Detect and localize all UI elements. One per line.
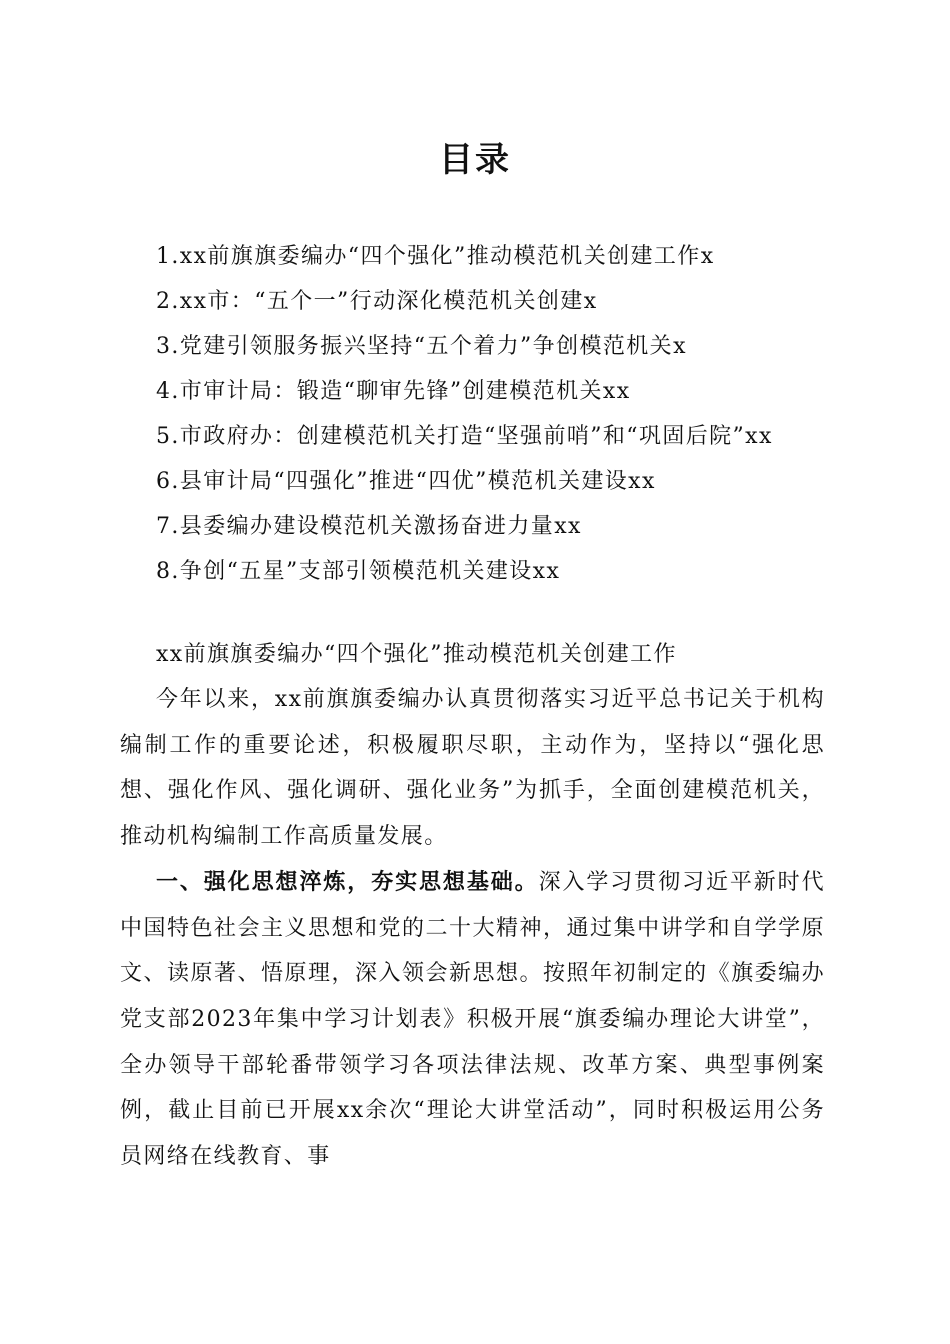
toc-item: 2.xx市：“五个一”行动深化模范机关创建x	[156, 289, 598, 314]
table-of-contents	[120, 234, 825, 594]
section-heading: 一、强化思想淬炼，夯实思想基础。	[156, 868, 539, 895]
article-body	[120, 677, 825, 1180]
intro-paragraph: 今年以来，xx前旗旗委编办认真贯彻落实习近平总书记关于机构编制工作的重要论述，积极履职尽职，主动作为，坚持以“强化思想、强化作风、强化调研、强化业务”为抓手，全面创建模范机关，推动机构编制工作高质量发展。	[120, 687, 825, 850]
section-body: 深入学习贯彻习近平新时代中国特色社会主义思想和党的二十大精神，通过集中讲学和自学学原文、读原著、悟原理，深入领会新思想。按照年初制定的《旗委编办党支部2023年集中学习计划表》积极开展“旗委编办理论大讲堂”，全办领导干部轮番带领学习各项法律法规、改革方案、典型事例案例，截止目前已开展xx余次“理论大讲堂活动”，同时积极运用公务员网络在线教育、事	[120, 869, 825, 1170]
article-title: xx前旗旗委编办“四个强化”推动模范机关创建工作	[156, 642, 677, 667]
toc-item: 8.争创“五星”支部引领模范机关建设xx	[156, 559, 561, 584]
section-paragraph	[120, 860, 825, 1180]
page-title: 目录	[439, 140, 511, 180]
toc-item: 4.市审计局：锻造“聊审先锋”创建模范机关xx	[156, 379, 631, 404]
toc-item: 1.xx前旗旗委编办“四个强化”推动模范机关创建工作x	[156, 244, 715, 269]
toc-item: 6.县审计局“四强化”推进“四优”模范机关建设xx	[156, 469, 656, 494]
toc-item: 5.市政府办：创建模范机关打造“坚强前哨”和“巩固后院”xx	[156, 424, 773, 449]
toc-item: 7.县委编办建设模范机关激扬奋进力量xx	[156, 514, 582, 539]
toc-item: 3.党建引领服务振兴坚持“五个着力”争创模范机关x	[156, 334, 687, 359]
